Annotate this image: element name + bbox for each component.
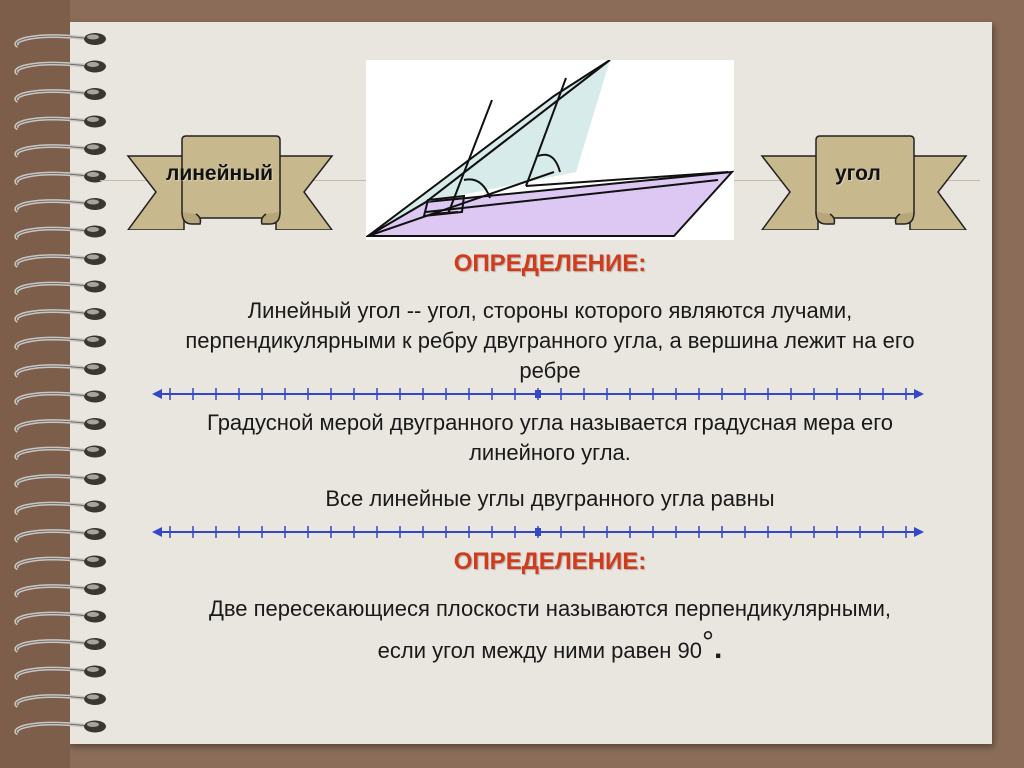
definition-line-2: перпендикулярными к ребру двугранного угла, а вершина лежит на его xyxy=(185,328,915,353)
definition-heading-2: ОПРЕДЕЛЕНИЕ: xyxy=(453,548,647,575)
banner-label-right: угол xyxy=(835,162,881,185)
definition-line-1: Линейный угол -- угол, стороны которого являются лучами, xyxy=(247,298,853,323)
measure-line-2: линейного угла. xyxy=(469,440,631,465)
perpendicular-definition-line-1: Две пересекающиеся плоскости называются перпендикулярными, xyxy=(208,596,892,621)
equal-angles-statement: Все линейные углы двугранного угла равны xyxy=(325,486,775,511)
ruler-arrow-icon xyxy=(150,522,926,542)
degree-sign: ° xyxy=(702,626,714,659)
ruler-arrow-icon xyxy=(150,384,926,404)
dihedral-angle-diagram xyxy=(366,60,734,240)
banner-label-left: линейный xyxy=(166,162,274,185)
final-period: . xyxy=(714,632,723,665)
definition-heading-1: ОПРЕДЕЛЕНИЕ: xyxy=(453,250,647,277)
measure-line-1: Градусной мерой двугранного угла называется градусная мера его xyxy=(207,410,893,435)
definition-line-3: ребре xyxy=(519,358,581,383)
perpendicular-definition-line-2 xyxy=(95,626,1005,666)
perpendicular-definition-text: если угол между ними равен 90 xyxy=(377,638,702,663)
